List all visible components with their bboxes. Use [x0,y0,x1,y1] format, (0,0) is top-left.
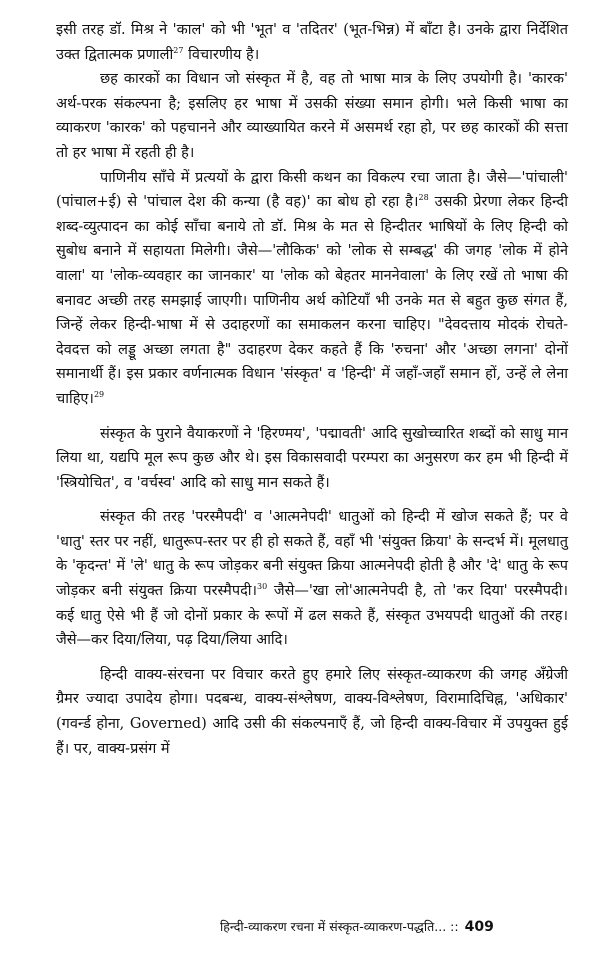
paragraph-1: इसी तरह डॉ. मिश्र ने 'काल' को भी 'भूत' व 'तदितर' (भूत-भिन्न) में बाँटा है। उनके द्वारा निर्देशित उक्त द्वितात्मक प्रणाली$^{27}$ विचारणीय है। [56,22,568,63]
running-title: हिन्दी-व्याकरण रचना में संस्कृत-व्याकरण-पद्धति... :: [220,919,459,934]
page-footer [220,918,580,935]
paragraph-2: छह कारकों का विधान जो संस्कृत में है, वह तो भाषा मात्र के लिए उपयोगी है। 'कारक' अर्थ-परक संकल्पना है; इसलिए हर भाषा में उसकी संख्या समान होगी। भले किसी भाषा का व्याकरण 'कारक' को पहचानने और व्याख्यायित करने में असमर्थ रहा हो, पर छह कारकों की सत्ता तो हर भाषा में रहती ही है। [56,71,568,161]
footnote-ref-28: 28 [418,193,429,203]
footnote-ref-30: 30 [257,582,268,592]
footnote-ref-27: 27 [173,45,184,55]
paragraph-5: संस्कृत की तरह 'परस्मैपदी' व 'आत्मनेपदी' धातुओं को हिन्दी में खोज सकते हैं; पर वे 'धातु' स्तर पर नहीं, धातुरूप-स्तर पर ही हो सकते हैं, वहाँ भी 'संयुक्त क्रिया' के सन्दर्भ में। मूलधातु के 'कृदन्त' में 'ले' धातु के रूप जोड़कर बनी संयुक्त क्रिया आत्मनेपदी होती है और 'दे' धातु के रूप जोड़कर बनी संयुक्त क्रिया परस्मैपदी।$^{30}$ जैसे—'खा लो'आत्मनेपदी है, तो 'कर दिया' परस्मैपदी। कई धातु ऐसे भी हैं जो दोनों प्रकार के रूपों में ढल सकते हैं, संस्कृत उभयपदी धातुओं की तरह। जैसे—कर दिया/लिया, पढ़ दिया/लिया आदि। [56,509,568,649]
paragraph-6: हिन्दी वाक्य-संरचना पर विचार करते हुए हमारे लिए संस्कृत-व्याकरण की जगह अँग्रेजी ग्रैमर ज्यादा उपादेय होगा। पदबन्ध, वाक्य-संश्लेषण, वाक्य-विश्लेषण, विरामादिचिह्न, 'अधिकार' (गवर्न्ड होना, Governed) आदि उसी की संकल्पनाएँ हैं, जो हिन्दी वाक्य-विचार में उपयुक्त हुई हैं। पर, वाक्य-प्रसंग में [56,666,568,757]
paragraph-4: संस्कृत के पुराने वैयाकरणों ने 'हिरण्मय', 'पद्मावती' आदि सुखोच्चारित शब्दों को साधु मान लिया था, यद्यपि मूल रूप कुछ और थे। इस विकासवादी परम्परा का अनुसरण कर हम भी हिन्दी में 'स्त्रियोचित', व 'वर्चस्व' आदि को साधु मान सकते हैं। [56,425,568,491]
page-number: 409 [464,919,494,935]
footnote-ref-29: 29 [93,390,105,400]
body-text [56,18,568,761]
paragraph-3: पाणिनीय साँचे में प्रत्ययों के द्वारा किसी कथन का विकल्प रचा जाता है। जैसे—'पांचाली' (पांचाल+ई) से 'पांचाल देश की कन्या (है वह)' का बोध हो रहा है।$^{28}$ उसकी प्रेरणा लेकर हिन्दी शब्द-व्युत्पादन का कोई साँचा बनाये तो डॉ. मिश्र के मत से हिन्दीतर भाषियों के लिए हिन्दी को सुबोध बनाने में सहायता मिलेगी। जैसे—'लौकिक' को 'लोक से सम्बद्ध' की जगह 'लोक में होने वाला' या 'लोक-व्यवहार का जानकार' या 'लोक को बेहतर माननेवाला' के लिए रखें तो भाषा की बनावट अच्छी तरह समझाई जाएगी। पाणिनीय अर्थ कोटियाँ भी उनके मत से बहुत कुछ संगत हैं, जिन्हें लेकर हिन्दी-भाषा में से उदाहरणों का समाकलन करना चाहिए। "देवदत्ताय मोदकं रोचते-देवदत्त को लड्डू अच्छा लगता है" उदाहरण देकर कहते हैं कि 'रुचना' और 'अच्छा लगना' दोनों समानार्थी हैं। इस प्रकार वर्णनात्मक विधान 'संस्कृत' व 'हिन्दी' में जहाँ-जहाँ समान हों, उन्हें ले लेना चाहिए।$^{29}$ [56,169,568,407]
